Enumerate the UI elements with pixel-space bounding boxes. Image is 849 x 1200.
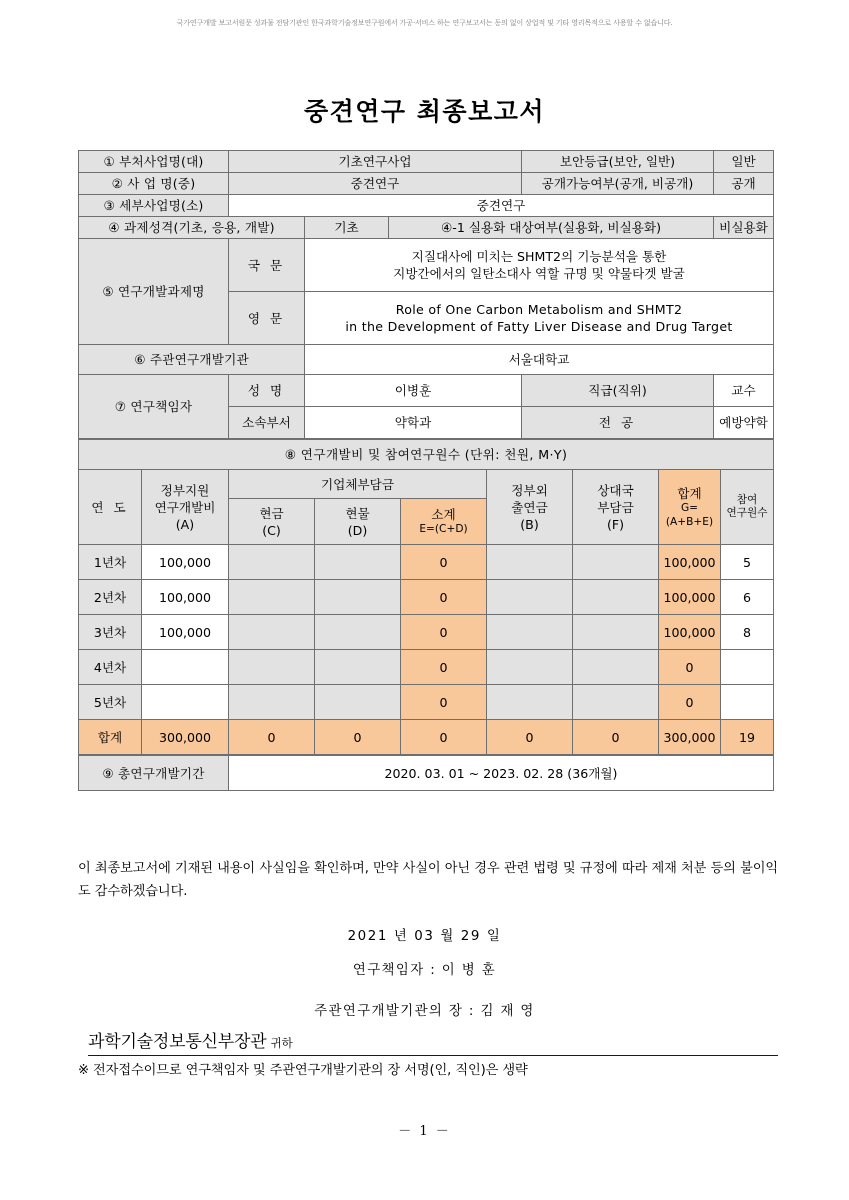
korean-title-label: 국 문 [229, 239, 305, 292]
cell-subtotal: 0 [401, 545, 487, 580]
header-gov-funding [142, 470, 229, 545]
pi-name-label: 성 명 [229, 375, 305, 407]
pi-dept-label: 소속부서 [229, 407, 305, 439]
project-info-table [78, 150, 774, 439]
cell-inkind [315, 615, 401, 650]
page-title: 중견연구 최종보고서 [303, 97, 546, 126]
addressee-suffix: 귀하 [270, 1036, 293, 1050]
signature-pi: 연구책임자 : 이 병 훈 [352, 963, 497, 978]
header-inkind [315, 499, 401, 545]
budget-total-row [79, 720, 774, 755]
cell-researchers: 19 [721, 720, 774, 755]
cell-inkind [315, 580, 401, 615]
cell-total: 300,000 [659, 720, 721, 755]
cell-year: 2년차 [79, 580, 142, 615]
cell-cash: 0 [229, 720, 315, 755]
english-title-value [305, 292, 774, 345]
subprogram-label: ③ 세부사업명(소) [79, 195, 229, 217]
commercialization-label: ④-1 실용화 대상여부(실용화, 비실용화) [389, 217, 714, 239]
header-subtotal-l1: 소계 [431, 507, 456, 523]
project-type-value: 기초 [305, 217, 389, 239]
header-nongov-l1: 정부외 [511, 482, 548, 498]
page-number: － 1 － [398, 1124, 451, 1139]
ministry-program-label: ① 부처사업명(대) [79, 151, 229, 173]
cell-researchers: 6 [721, 580, 774, 615]
header-inkind-l2: (D) [347, 522, 368, 538]
cell-nongov [487, 615, 573, 650]
footnote-text: ※ 전자접수이므로 연구책임자 및 주관연구개발기관의 장 서명(인, 직인)은 생략 [78, 1063, 528, 1078]
header-nongov-l3: (B) [520, 516, 539, 532]
header-gov-funding-l2: 연구개발비 [154, 499, 216, 515]
pi-major-value: 예방약학 [714, 407, 774, 439]
signature-date: 2021 년 03 월 29 일 [347, 929, 502, 944]
cell-subtotal: 0 [401, 720, 487, 755]
pi-position-value: 교수 [714, 375, 774, 407]
header-partner [573, 470, 659, 545]
cell-year: 5년차 [79, 685, 142, 720]
cell-total: 100,000 [659, 615, 721, 650]
cell-researchers [721, 650, 774, 685]
header-gov-funding-l3: (A) [175, 516, 195, 532]
cell-gov [142, 650, 229, 685]
header-cash [229, 499, 315, 545]
english-title-label: 영 문 [229, 292, 305, 345]
cell-researchers: 8 [721, 615, 774, 650]
english-title-line2: in the Development of Fatty Liver Disease and Drug Target [345, 319, 733, 334]
table-row [79, 685, 774, 720]
cell-subtotal: 0 [401, 615, 487, 650]
table-row [79, 756, 774, 791]
cell-gov: 300,000 [142, 720, 229, 755]
korean-title-line2: 지방간에서의 일탄소대사 역할 규명 및 약물타겟 발굴 [393, 266, 685, 281]
cell-year: 합계 [79, 720, 142, 755]
pi-dept-value: 약학과 [305, 407, 522, 439]
cell-nongov [487, 545, 573, 580]
cell-subtotal: 0 [401, 685, 487, 720]
header-company-group: 기업체부담금 [229, 470, 487, 499]
header-gov-funding-l1: 정부지원 [160, 482, 210, 498]
table-row [79, 615, 774, 650]
host-institution-label: ⑥ 주관연구개발기관 [79, 345, 305, 375]
addressee-title: 과학기술정보통신부장관 [88, 1032, 267, 1052]
cell-subtotal: 0 [401, 650, 487, 685]
header-partner-l3: (F) [606, 516, 625, 532]
pi-major-label: 전 공 [522, 407, 714, 439]
korean-title-value [305, 239, 774, 292]
declaration-text: 이 최종보고서에 기재된 내용이 사실임을 확인하며, 만약 사실이 아닌 경우 관련 법령 및 규정에 따라 제재 처분 등의 불이익도 감수하겠습니다. [78, 861, 778, 899]
cell-total: 0 [659, 650, 721, 685]
pi-position-label: 직급(직위) [522, 375, 714, 407]
cell-cash [229, 685, 315, 720]
subprogram-value: 중견연구 [229, 195, 774, 217]
cell-gov [142, 685, 229, 720]
table-row [79, 580, 774, 615]
table-row [79, 470, 774, 499]
header-year: 연 도 [79, 470, 142, 545]
period-value: 2020. 03. 01 ~ 2023. 02. 28 (36개월) [229, 756, 774, 791]
cell-cash [229, 615, 315, 650]
header-subtotal-l2: E=(C+D) [419, 523, 468, 536]
cell-inkind: 0 [315, 720, 401, 755]
cell-nongov [487, 685, 573, 720]
cell-gov: 100,000 [142, 615, 229, 650]
header-total-l2: G=(A+B+E) [665, 502, 714, 528]
table-row [79, 440, 774, 470]
header-nongov-l2: 출연금 [511, 499, 548, 515]
header-total-l1: 합계 [677, 486, 702, 502]
cell-year: 4년차 [79, 650, 142, 685]
cell-gov: 100,000 [142, 580, 229, 615]
commercialization-value: 비실용화 [714, 217, 774, 239]
header-researchers-l1: 참여 [736, 493, 758, 506]
table-row [79, 239, 774, 292]
cell-partner [573, 650, 659, 685]
header-partner-l1: 상대국 [597, 482, 634, 498]
cell-total: 100,000 [659, 545, 721, 580]
budget-table [78, 439, 774, 755]
cell-cash [229, 545, 315, 580]
pi-label: ⑦ 연구책임자 [79, 375, 229, 439]
cell-nongov [487, 580, 573, 615]
header-partner-l2: 부담금 [597, 499, 634, 515]
header-cash-l1: 현금 [259, 505, 284, 521]
header-researchers-l2: 연구원수 [726, 507, 768, 519]
cell-nongov: 0 [487, 720, 573, 755]
cell-subtotal: 0 [401, 580, 487, 615]
pi-name-value: 이병훈 [305, 375, 522, 407]
header-total [659, 470, 721, 545]
english-title-line1: Role of One Carbon Metabolism and SHMT2 [395, 302, 683, 317]
budget-caption: ⑧ 연구개발비 및 참여연구원수 (단위: 천원, M·Y) [79, 440, 774, 470]
cell-gov: 100,000 [142, 545, 229, 580]
cell-cash [229, 580, 315, 615]
period-label: ⑨ 총연구개발기간 [79, 756, 229, 791]
table-row [79, 173, 774, 195]
cell-researchers: 5 [721, 545, 774, 580]
table-row [79, 217, 774, 239]
period-table [78, 755, 774, 791]
table-row [79, 195, 774, 217]
disclosure-value: 공개 [714, 173, 774, 195]
cell-partner: 0 [573, 720, 659, 755]
korean-title-line1: 지질대사에 미치는 SHMT2의 기능분석을 통한 [411, 249, 667, 264]
security-level-value: 일반 [714, 151, 774, 173]
program-name-value: 중견연구 [229, 173, 522, 195]
table-row [79, 375, 774, 407]
cell-inkind [315, 685, 401, 720]
cell-total: 100,000 [659, 580, 721, 615]
host-institution-value: 서울대학교 [305, 345, 774, 375]
cell-year: 3년차 [79, 615, 142, 650]
cell-partner [573, 685, 659, 720]
project-title-label: ⑤ 연구개발과제명 [79, 239, 229, 345]
table-row [79, 650, 774, 685]
signature-institution-head: 주관연구개발기관의 장 : 김 재 영 [314, 1004, 535, 1019]
header-inkind-l1: 현물 [345, 505, 370, 521]
cell-partner [573, 545, 659, 580]
header-researchers [721, 470, 774, 545]
program-name-label: ② 사 업 명(중) [79, 173, 229, 195]
cell-partner [573, 615, 659, 650]
project-type-label: ④ 과제성격(기초, 응용, 개발) [79, 217, 305, 239]
cell-inkind [315, 545, 401, 580]
copyright-notice: 국가연구개발 보고서원문 성과물 전담기관인 한국과학기술정보연구원에서 가공·서비스 하는 연구보고서는 동의 없이 상업적 및 기타 영리목적으로 사용할 수 없습니다. [176, 18, 673, 27]
table-row [79, 545, 774, 580]
security-level-label: 보안등급(보안, 일반) [522, 151, 714, 173]
cell-partner [573, 580, 659, 615]
cell-nongov [487, 650, 573, 685]
cell-inkind [315, 650, 401, 685]
cell-cash [229, 650, 315, 685]
cell-total: 0 [659, 685, 721, 720]
disclosure-label: 공개가능여부(공개, 비공개) [522, 173, 714, 195]
cell-researchers [721, 685, 774, 720]
tables-container [78, 150, 773, 791]
table-row [79, 151, 774, 173]
header-cash-l2: (C) [262, 522, 281, 538]
ministry-program-value: 기초연구사업 [229, 151, 522, 173]
table-row [79, 345, 774, 375]
cell-year: 1년차 [79, 545, 142, 580]
header-subtotal [401, 499, 487, 545]
header-nongov [487, 470, 573, 545]
addressee [88, 1027, 778, 1056]
